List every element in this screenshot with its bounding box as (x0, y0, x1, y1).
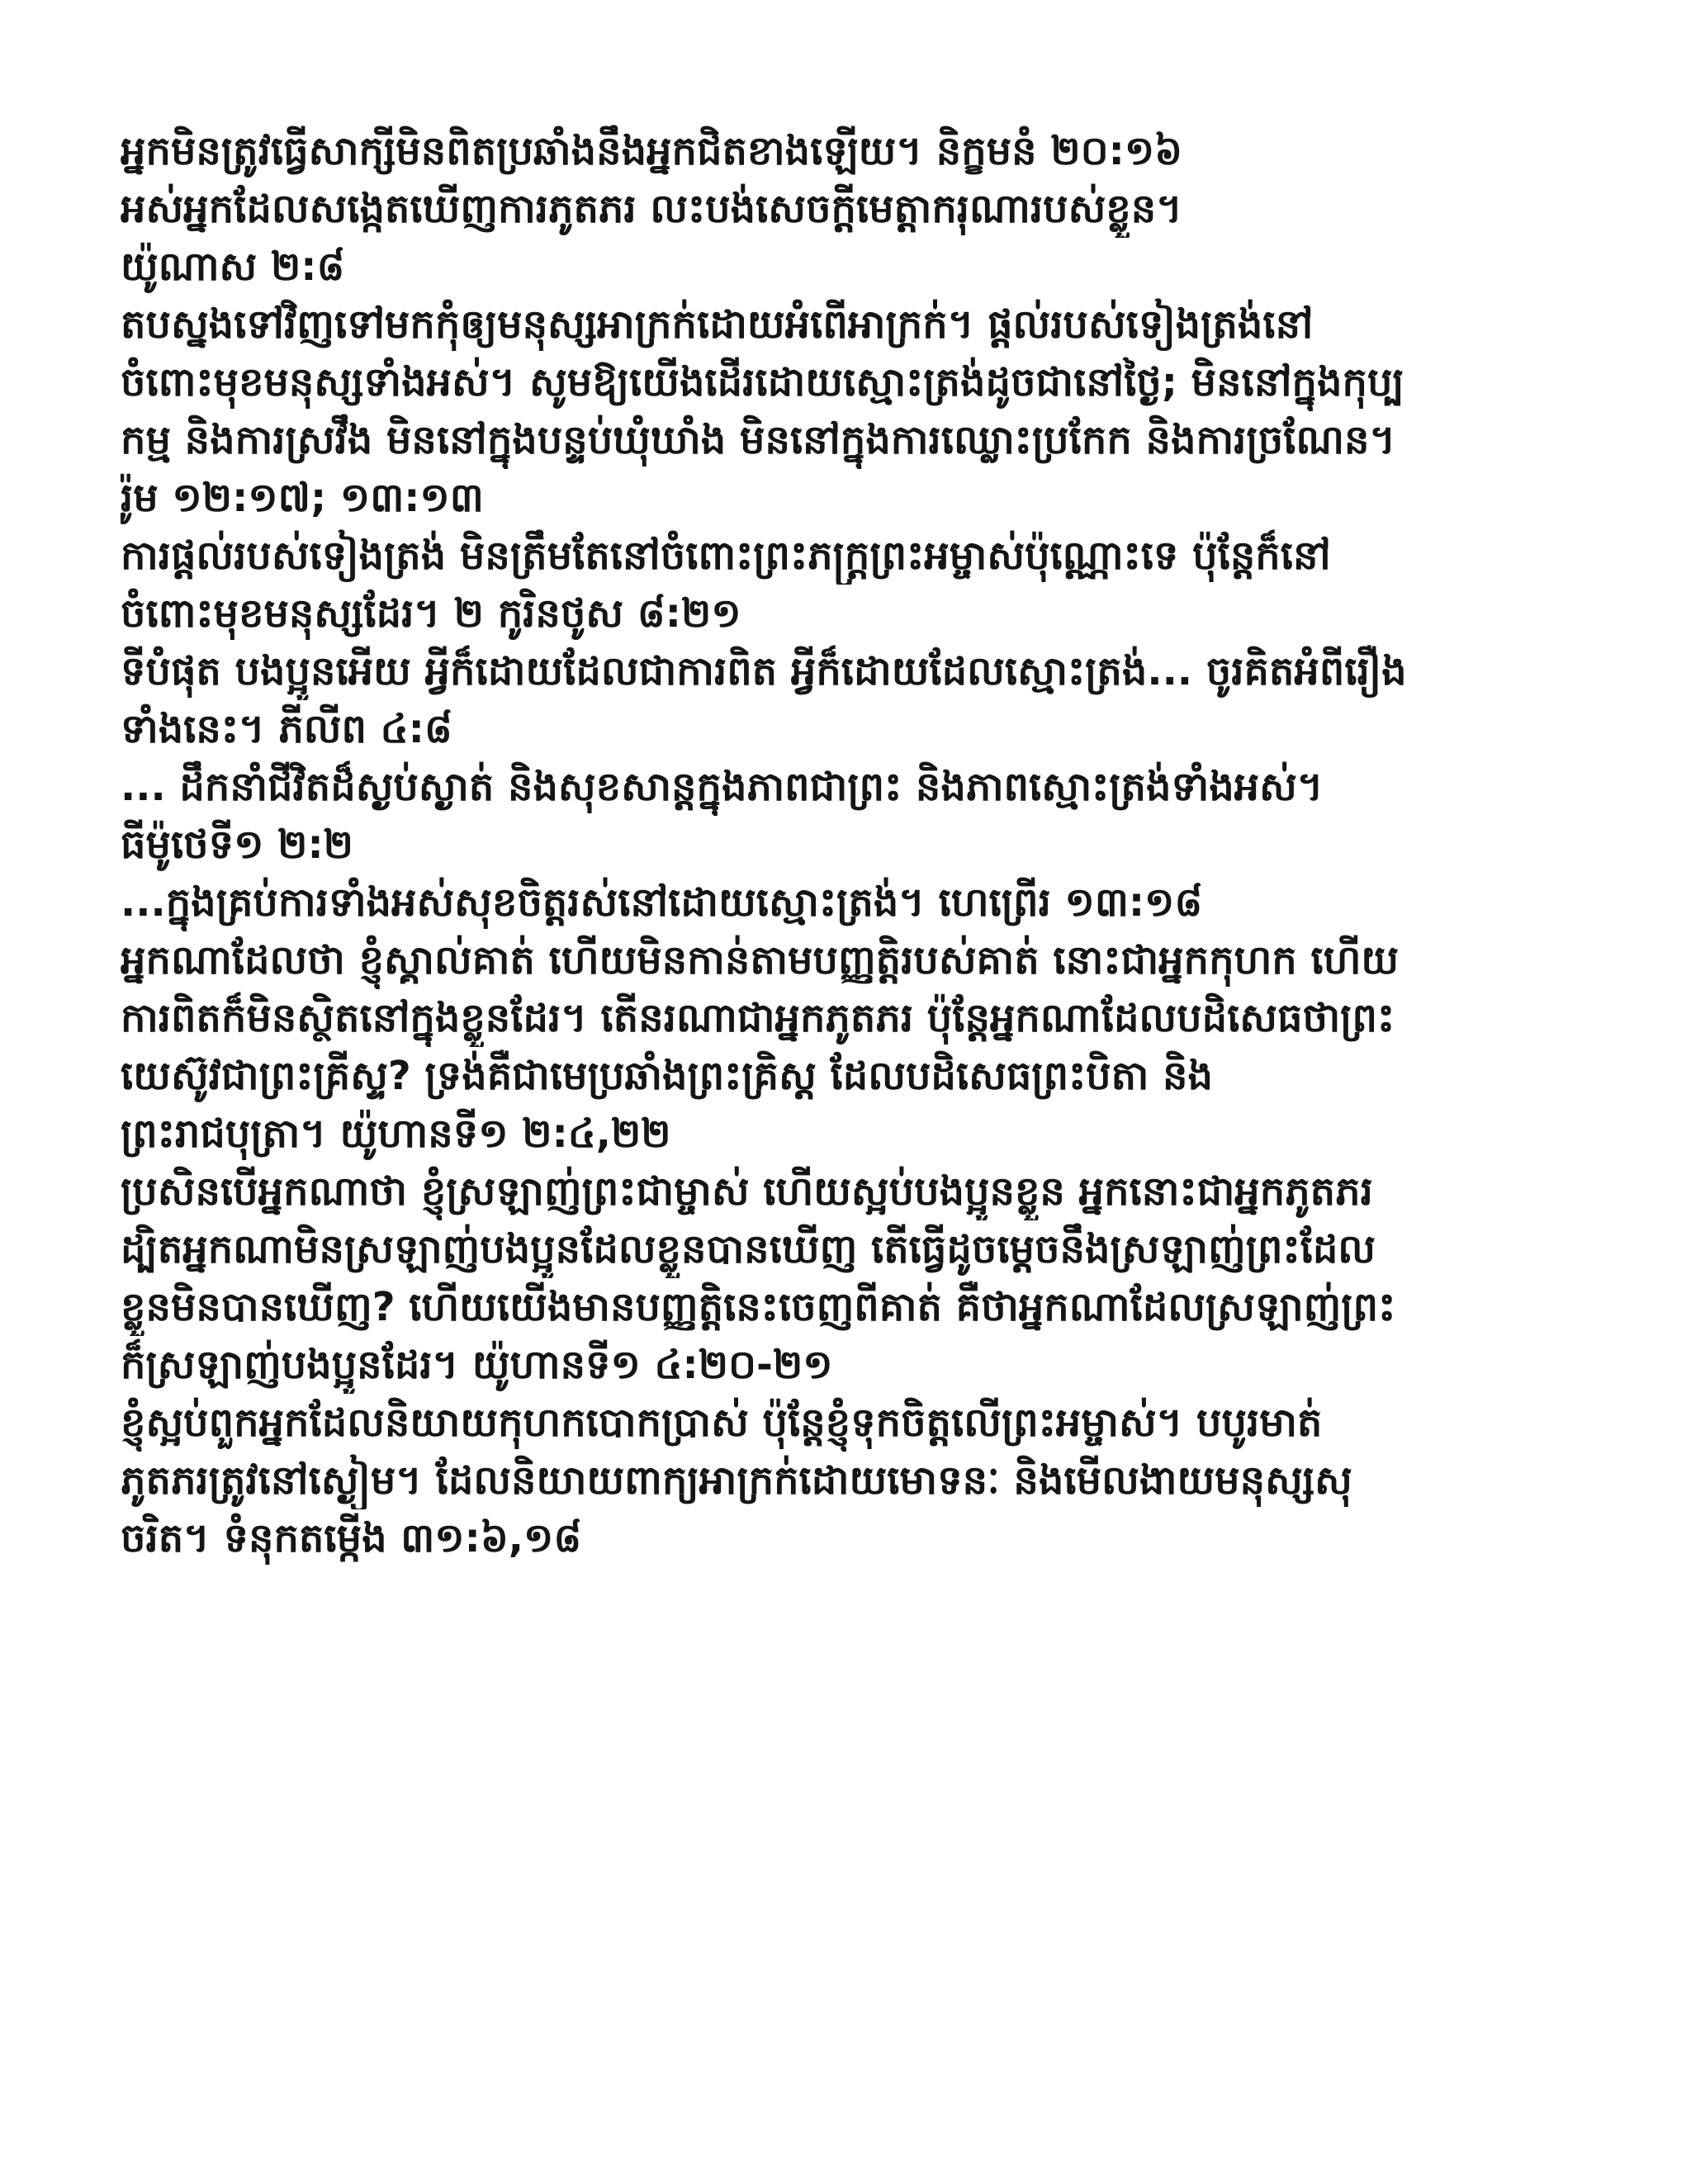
text-line: កម្ម និងការស្រវឹង មិននៅក្នុងបន្ទប់ឃុំឃាំង មិននៅក្នុងការឈ្លោះប្រកែក និងការច្រណែន។ (121, 417, 1396, 463)
text-line: ខ្លួនមិនបានឃើញ? ហើយយើងមានបញ្ញត្តិនេះចេញពីគាត់ គឺថាអ្នកណាដែលស្រឡាញ់ព្រះ (121, 1284, 1396, 1330)
text-line: ភូតភរត្រូវនៅស្ងៀម។ ដែលនិយាយពាក្យអាក្រក់ដោយមោទនៈ និងមើលងាយមនុស្សសុ (121, 1457, 1352, 1504)
text-line: ... ដឹកនាំជីវិតដ៏ស្ងប់ស្ងាត់ និងសុខសាន្តក្នុងភាពជាព្រះ និងភាពស្មោះត្រង់ទាំងអស់។ (121, 764, 1324, 810)
text-line: ខ្ញុំស្អប់ពួកអ្នកដែលនិយាយកុហកបោកប្រាស់ ប៉ុន្តែខ្ញុំទុកចិត្តលើព្រះអម្ចាស់។ បបូរមាត់ (121, 1400, 1323, 1446)
text-line: ទាំងនេះ។ ភីលីព ៤:៨ (121, 706, 452, 752)
text-line: ...ក្នុងគ្រប់ការទាំងអស់សុខចិត្តរស់នៅដោយស្មោះត្រង់។ ហេព្រើរ ១៣:១៨ (121, 879, 1203, 926)
text-line: ចំពោះមុខមនុស្សទាំងអស់។ សូមឱ្យយើងដើរដោយស្មោះត្រង់ដូចជានៅថ្ងៃ; មិននៅក្នុងកុប្ប (121, 359, 1404, 405)
text-line: អ្នកណាដែលថា ខ្ញុំស្គាល់គាត់ ហើយមិនកាន់តាមបញ្ញត្តិរបស់គាត់ នោះជាអ្នកកុហក ហើយ (121, 937, 1400, 983)
text-line: ការពិតក៏មិនស្ថិតនៅក្នុងខ្លួនដែរ។ តើនរណាជាអ្នកភូតភរ ប៉ុន្តែអ្នកណាដែលបដិសេធថាព្រះ (121, 995, 1395, 1041)
text-line: ចរិត។ ទំនុកតម្កើង ៣១:៦,១៨ (121, 1515, 582, 1561)
scripture-text-block (121, 122, 1574, 1567)
text-line: រ៉ូម ១២:១៧; ១៣:១៣ (121, 475, 484, 521)
text-line: ធីម៉ូថេទី១ ២:២ (121, 822, 353, 868)
text-line: ការផ្តល់របស់ទៀងត្រង់ មិនត្រឹមតែនៅចំពោះព្រះភក្ត្រព្រះអម្ចាស់ប៉ុណ្ណោះទេ ប៉ុន្តែក៏នៅ (121, 533, 1331, 579)
text-line: យ៉ូណាស ២:៨ (121, 244, 345, 290)
text-line: យេស៊ូវជាព្រះគ្រីស្ទ? ទ្រង់គឺជាមេប្រឆាំងព្រះគ្រិស្ត ដែលបដិសេធព្រះបិតា និង (121, 1053, 1213, 1099)
text-line: ក៏ស្រឡាញ់បងប្អូនដែរ។ យ៉ូហានទី១ ៤:២០-២១ (121, 1342, 833, 1388)
text-line: អ្នកមិនត្រូវធ្វើសាក្សីមិនពិតប្រឆាំងនឹងអ្នកជិតខាងឡើយ។ និក្ខមនំ ២០:១៦ (121, 128, 1183, 174)
text-line: ប្រសិនបើអ្នកណាថា ខ្ញុំស្រឡាញ់ព្រះជាម្ចាស់ ហើយស្អប់បងប្អូនខ្លួន អ្នកនោះជាអ្នកភូតភរ (121, 1168, 1373, 1215)
text-line: តបស្នងទៅវិញទៅមកកុំឲ្យមនុស្សអាក្រក់ដោយអំពើអាក្រក់។ ផ្តល់របស់ទៀងត្រង់នៅ (121, 301, 1314, 348)
text-line: ព្រះរាជបុត្រា។ យ៉ូហានទី១ ២:៤,២២ (121, 1111, 671, 1157)
text-line: ទីបំផុត បងប្អូនអើយ អ្វីក៏ដោយដែលជាការពិត អ្វីក៏ដោយដែលស្មោះត្រង់... ចូរគិតអំពីរឿង (121, 648, 1407, 694)
text-line: ដ្បិតអ្នកណាមិនស្រឡាញ់បងប្អូនដែលខ្លួនបានឃើញ តើធ្វើដូចម្តេចនឹងស្រឡាញ់ព្រះដែល (121, 1226, 1376, 1272)
text-line: អស់អ្នកដែលសង្កេតឃើញការភូតភរ លះបង់សេចក្តីមេត្តាករុណារបស់ខ្លួន។ (121, 186, 1182, 232)
text-line: ចំពោះមុខមនុស្សដែរ។ ២ កូរិនថូស ៨:២១ (121, 590, 741, 637)
